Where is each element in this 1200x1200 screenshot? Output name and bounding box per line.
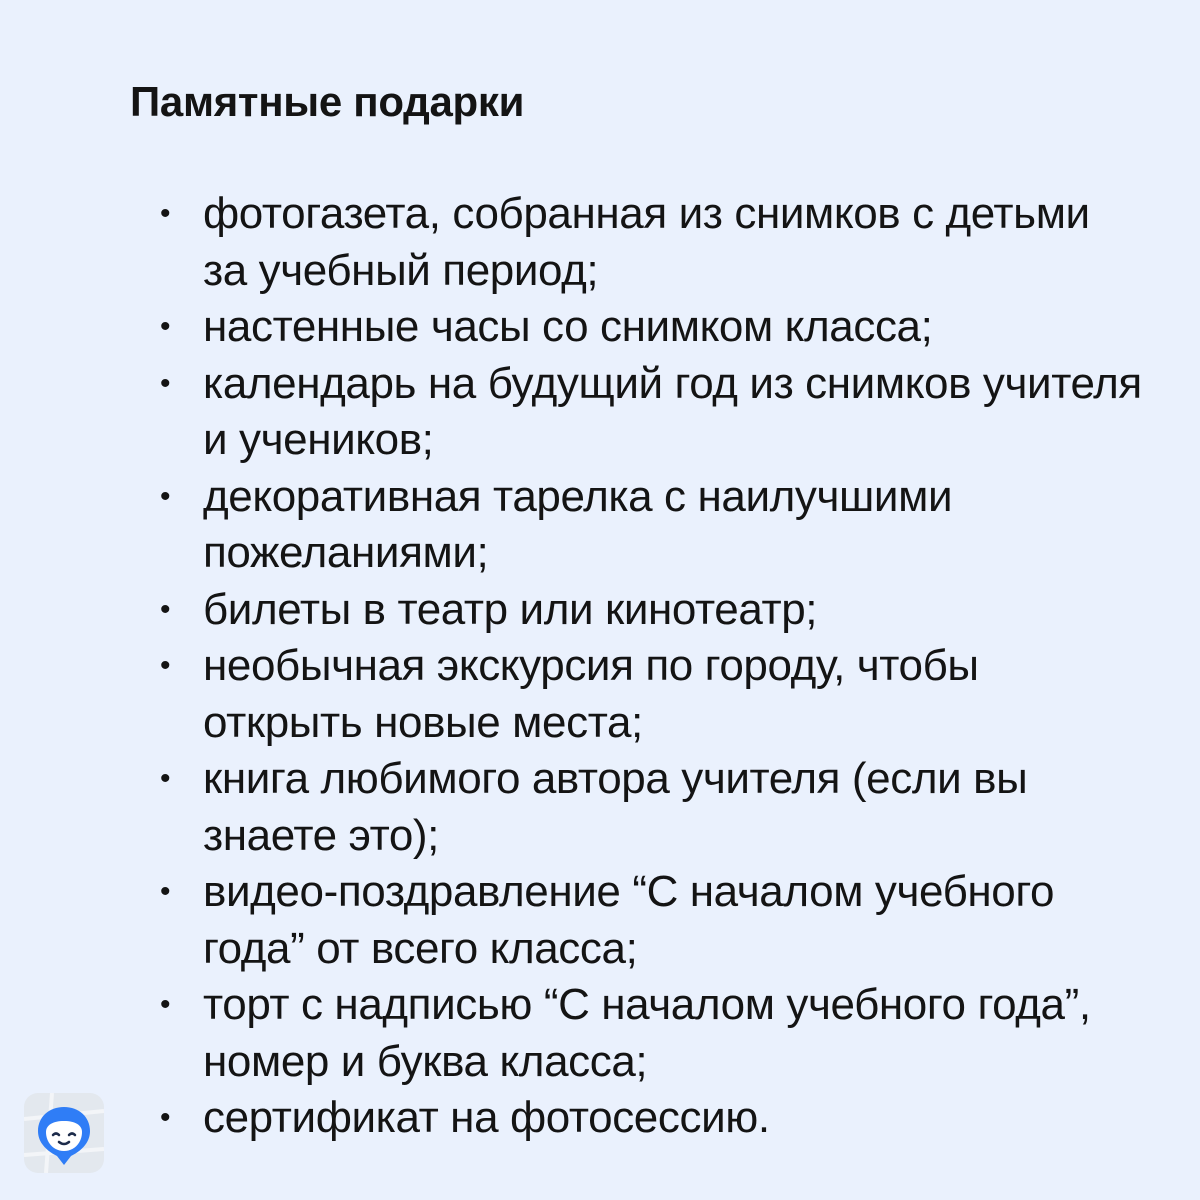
bullet-icon: • — [159, 310, 171, 343]
list-item — [155, 469, 1145, 582]
bullet-icon: • — [159, 875, 171, 908]
list-item-text: фотогазета, собранная из снимков с детьми за учебный период; — [203, 189, 1090, 295]
bullet-icon: • — [159, 762, 171, 795]
list-item-text: сертификат на фотосессию. — [203, 1093, 770, 1142]
list-item — [155, 299, 1145, 356]
app-logo — [24, 1093, 104, 1173]
list-item — [155, 186, 1145, 299]
list-item — [155, 1090, 1145, 1147]
bullet-icon: • — [159, 1101, 171, 1134]
list-item-text: календарь на будущий год из снимков учителя и учеников; — [203, 358, 1142, 464]
bullet-icon: • — [159, 592, 171, 626]
list-item-text: настенные часы со снимком класса; — [203, 302, 933, 351]
list-item — [155, 582, 1145, 639]
list-item-text: билеты в театр или кинотеатр; — [203, 584, 818, 634]
list-item — [155, 638, 1145, 751]
list-item — [155, 864, 1145, 977]
list-item-text: торт с надписью “С началом учебного года”, номер и буква класса; — [203, 980, 1091, 1086]
gift-list — [155, 186, 1145, 1147]
bullet-icon: • — [159, 479, 171, 513]
list-item — [155, 977, 1145, 1090]
bullet-icon: • — [159, 988, 171, 1021]
list-item — [155, 356, 1145, 469]
list-item — [155, 751, 1145, 864]
app-logo-icon — [24, 1093, 104, 1173]
list-item-text: необычная экскурсия по городу, чтобы открыть новые места; — [203, 641, 979, 747]
list-item-text: книга любимого автора учителя (если вы знаете это); — [203, 754, 1028, 860]
page-title: Памятные подарки — [130, 78, 525, 125]
bullet-icon: • — [159, 366, 171, 400]
list-item-text: видео-поздравление “С началом учебного года” от всего класса; — [203, 867, 1055, 973]
bullet-icon: • — [159, 197, 171, 230]
bullet-icon: • — [159, 649, 171, 682]
list-item-text: декоративная тарелка с наилучшими пожеланиями; — [203, 471, 953, 577]
